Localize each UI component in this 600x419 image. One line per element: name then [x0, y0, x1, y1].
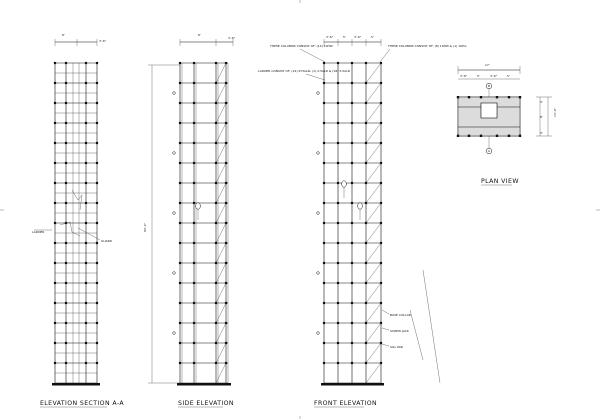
tower-node — [215, 62, 217, 64]
tower-node — [337, 162, 339, 164]
tower-node — [351, 62, 353, 64]
plan-post — [468, 135, 470, 137]
tower-tie-marker — [317, 152, 320, 155]
tower-brace — [216, 303, 226, 323]
tower-node — [323, 162, 325, 164]
tower-node — [351, 362, 353, 364]
plan-ladder-opening — [481, 103, 497, 118]
tower-node — [323, 322, 325, 324]
tower-node — [85, 202, 87, 204]
tower-node — [54, 242, 56, 244]
section-ladder-label: LADDER — [32, 230, 45, 234]
plan-dim-sub-3: 3'-6" — [490, 74, 498, 78]
tower-brace — [366, 143, 381, 163]
tower-node — [351, 342, 353, 344]
tower-node — [65, 82, 67, 84]
tower-node — [323, 342, 325, 344]
tower-node — [337, 122, 339, 124]
tower-node — [54, 102, 56, 104]
tower-node — [215, 82, 217, 84]
tower-brace — [216, 143, 226, 163]
tower-tie-marker — [317, 272, 320, 275]
plan-marker-bottom-label: A — [488, 149, 491, 154]
tower-node — [96, 302, 98, 304]
tower-tie-marker — [173, 152, 176, 155]
side-dim-top-left: 8' — [198, 33, 201, 37]
plan-post — [508, 135, 510, 137]
tower-node — [365, 202, 367, 204]
tower-node — [96, 182, 98, 184]
tower-node — [337, 142, 339, 144]
front-dim-2: 5' — [343, 35, 346, 39]
tower-node — [215, 302, 217, 304]
plan-dim-right-outer: 13'-6" — [553, 107, 557, 117]
tower-node — [85, 342, 87, 344]
tower-node — [85, 182, 87, 184]
tower-node — [351, 122, 353, 124]
tower-node — [65, 62, 67, 64]
tower-node — [351, 242, 353, 244]
tower-node — [365, 242, 367, 244]
tower-node — [65, 182, 67, 184]
tower-node — [179, 102, 181, 104]
tower-node — [54, 182, 56, 184]
plan-dim-right-bottom: 3' — [540, 131, 543, 135]
plan-dim-right-top: 3' — [540, 100, 543, 104]
tower-node — [323, 242, 325, 244]
tower-node — [85, 142, 87, 144]
tower-brace — [216, 163, 226, 183]
tower-node — [365, 342, 367, 344]
tower-base — [52, 383, 100, 386]
tower-node — [337, 322, 339, 324]
section-dim-top-left: 8' — [62, 33, 65, 37]
plan-post — [480, 135, 482, 137]
tower-brace — [216, 283, 226, 303]
tower-node — [323, 102, 325, 104]
tower-brace — [216, 343, 226, 363]
plan-dim-top: 17' — [485, 63, 490, 67]
tower-node — [215, 202, 217, 204]
tower-node — [85, 262, 87, 264]
tower-node — [215, 222, 217, 224]
tower-node — [365, 102, 367, 104]
plan-dim-sub-2: 5' — [477, 74, 480, 78]
tower-node — [215, 182, 217, 184]
tower-node — [365, 62, 367, 64]
tower-node — [179, 262, 181, 264]
tower-node — [365, 322, 367, 324]
tower-node — [337, 362, 339, 364]
tower-node — [323, 222, 325, 224]
tower-node — [65, 362, 67, 364]
front-note-columns-left: THESE COLUMNS CONSIST OF: (13) 10HW — [270, 44, 333, 48]
tower-tie-marker — [173, 272, 176, 275]
tower-brace — [216, 103, 226, 123]
tower-node — [337, 282, 339, 284]
tower-node — [85, 362, 87, 364]
plan-post — [457, 135, 459, 137]
tower-brace — [216, 263, 226, 283]
tower-node — [193, 362, 195, 364]
tower-node — [337, 262, 339, 264]
tower-node — [96, 202, 98, 204]
tower-node — [193, 162, 195, 164]
tower-brace — [366, 343, 381, 363]
tower-node — [54, 222, 56, 224]
plan-dim-sub-1: 3'-6" — [460, 74, 468, 78]
tower-brace — [216, 123, 226, 143]
tower-node — [323, 302, 325, 304]
front-label-base-collar: BASE COLLAR — [390, 313, 411, 317]
tower-node — [193, 62, 195, 64]
tower-node — [54, 142, 56, 144]
tower-brace — [366, 63, 381, 83]
plan-marker-top-label: B — [488, 84, 491, 89]
tower-node — [65, 102, 67, 104]
tower-brace — [216, 363, 226, 383]
tower-node — [323, 202, 325, 204]
tower-node — [85, 122, 87, 124]
tower-node — [215, 322, 217, 324]
plan-post — [468, 96, 470, 98]
tower-node — [65, 322, 67, 324]
tower-brace — [366, 303, 381, 323]
tower-node — [96, 82, 98, 84]
plan-post — [496, 96, 498, 98]
tower-brace — [366, 123, 381, 143]
tower-node — [365, 142, 367, 144]
tower-node — [85, 242, 87, 244]
plan-post — [480, 96, 482, 98]
tower-tie-marker — [317, 332, 320, 335]
tower-node — [54, 262, 56, 264]
tower-node — [193, 322, 195, 324]
tower-node — [365, 162, 367, 164]
tower-node — [337, 302, 339, 304]
tower-node — [179, 202, 181, 204]
front-note-ladder: LADDER CONSIST OF: (14) 6'HGL4L (1) 2-5ALR & (18) 3-5ALR — [258, 69, 350, 73]
front-label-mud-sill: SILL PAD — [390, 345, 404, 349]
section-guard-label: GUARD — [101, 239, 112, 243]
front-elevation-tower — [317, 62, 384, 386]
tower-node — [337, 202, 339, 204]
tower-node — [85, 282, 87, 284]
tower-tie-marker — [317, 212, 320, 215]
tower-node — [54, 82, 56, 84]
tower-node — [215, 242, 217, 244]
tower-node — [179, 162, 181, 164]
tower-brace — [366, 363, 381, 383]
front-dim-1: 3'-6" — [326, 35, 334, 39]
tower-node — [323, 122, 325, 124]
tower-node — [351, 162, 353, 164]
tower-node — [96, 222, 98, 224]
tower-node — [65, 302, 67, 304]
tower-base — [321, 383, 384, 386]
tower-node — [351, 282, 353, 284]
tower-node — [193, 262, 195, 264]
tower-node — [179, 342, 181, 344]
tower-brace — [216, 203, 226, 223]
tower-node — [179, 302, 181, 304]
tower-node — [193, 82, 195, 84]
tower-node — [215, 102, 217, 104]
tower-node — [365, 362, 367, 364]
plan-post — [519, 135, 521, 137]
tower-node — [193, 102, 195, 104]
tower-node — [54, 162, 56, 164]
tower-node — [365, 302, 367, 304]
plan-dim-right-inner: 8' — [540, 115, 543, 119]
tower-node — [337, 222, 339, 224]
tower-node — [65, 202, 67, 204]
tower-node — [96, 162, 98, 164]
front-note-columns-right: THESE COLUMNS CONSIST OF: (8) 10HW & (1) 10HA — [388, 44, 467, 48]
tower-node — [96, 142, 98, 144]
side-elevation-tower — [173, 62, 231, 386]
plan-dim-sub-4: 5' — [507, 74, 510, 78]
tower-brace — [366, 223, 381, 243]
tower-node — [179, 82, 181, 84]
tower-brace — [366, 263, 381, 283]
tower-node — [351, 102, 353, 104]
tower-node — [351, 182, 353, 184]
tower-node — [179, 142, 181, 144]
tower-node — [54, 122, 56, 124]
tower-node — [215, 362, 217, 364]
tower-node — [351, 262, 353, 264]
tower-node — [179, 322, 181, 324]
tower-base — [177, 383, 231, 386]
worker-figure-head — [196, 203, 201, 209]
tower-brace — [366, 103, 381, 123]
tower-node — [351, 322, 353, 324]
tower-node — [351, 142, 353, 144]
tower-tie-marker — [317, 92, 320, 95]
tower-node — [65, 142, 67, 144]
tower-node — [54, 202, 56, 204]
tower-node — [85, 222, 87, 224]
tower-brace — [216, 183, 226, 203]
tower-node — [323, 282, 325, 284]
tower-node — [215, 122, 217, 124]
plan-post — [496, 135, 498, 137]
tower-node — [179, 62, 181, 64]
tower-node — [54, 342, 56, 344]
tower-node — [96, 322, 98, 324]
tower-node — [96, 262, 98, 264]
tower-node — [323, 362, 325, 364]
title-section-a-a: ELEVATION SECTION A-A — [40, 400, 124, 407]
tower-node — [96, 282, 98, 284]
front-label-screw-jack: SCREW JACK — [390, 329, 409, 333]
tower-node — [54, 62, 56, 64]
tower-brace — [366, 243, 381, 263]
tower-node — [323, 82, 325, 84]
tower-node — [337, 102, 339, 104]
tower-node — [351, 302, 353, 304]
tower-node — [193, 302, 195, 304]
tower-node — [65, 342, 67, 344]
tower-node — [85, 102, 87, 104]
side-elevation-annotations — [143, 33, 236, 383]
tower-node — [365, 262, 367, 264]
tower-node — [193, 122, 195, 124]
front-elevation-annotations — [258, 35, 467, 383]
tower-node — [179, 242, 181, 244]
tower-node — [96, 342, 98, 344]
tower-node — [179, 122, 181, 124]
tower-node — [54, 282, 56, 284]
tower-node — [351, 222, 353, 224]
tower-node — [65, 242, 67, 244]
tower-node — [365, 182, 367, 184]
section-a-a-tower — [52, 62, 100, 386]
tower-brace — [366, 283, 381, 303]
tower-brace — [216, 63, 226, 83]
tower-node — [215, 142, 217, 144]
section-a-a-annotations — [32, 33, 113, 243]
tower-node — [193, 142, 195, 144]
plan-post — [508, 96, 510, 98]
tower-node — [96, 242, 98, 244]
tower-node — [65, 162, 67, 164]
front-dim-3: 3'-6" — [354, 35, 362, 39]
tower-node — [179, 222, 181, 224]
tower-node — [193, 282, 195, 284]
worker-figure-head — [342, 181, 347, 187]
tower-node — [179, 362, 181, 364]
tower-node — [193, 222, 195, 224]
tower-node — [337, 242, 339, 244]
title-side-elevation: SIDE ELEVATION — [178, 400, 234, 407]
tower-node — [365, 222, 367, 224]
tower-node — [54, 362, 56, 364]
tower-node — [96, 122, 98, 124]
section-dim-top-right: 3'-6" — [99, 39, 107, 43]
tower-node — [323, 142, 325, 144]
tower-node — [96, 62, 98, 64]
tower-node — [85, 62, 87, 64]
tower-node — [85, 322, 87, 324]
tower-brace — [216, 223, 226, 243]
tower-node — [179, 182, 181, 184]
tower-brace — [366, 203, 381, 223]
front-dim-4: 5' — [371, 35, 374, 39]
tower-brace — [216, 83, 226, 103]
tower-node — [337, 342, 339, 344]
tower-node — [365, 122, 367, 124]
tower-node — [215, 342, 217, 344]
tower-brace — [366, 183, 381, 203]
tower-brace — [366, 83, 381, 103]
tower-node — [85, 162, 87, 164]
tower-node — [351, 82, 353, 84]
tower-node — [351, 202, 353, 204]
tower-tie-marker — [173, 92, 176, 95]
tower-node — [337, 182, 339, 184]
tower-node — [179, 282, 181, 284]
side-dim-height: 94'-2" — [143, 222, 147, 232]
tower-node — [323, 62, 325, 64]
tower-node — [193, 202, 195, 204]
view-titles — [40, 178, 519, 407]
tower-tie-marker — [173, 212, 176, 215]
tower-node — [85, 302, 87, 304]
tower-brace — [366, 163, 381, 183]
title-front-elevation: FRONT ELEVATION — [314, 400, 378, 407]
plan-post — [519, 96, 521, 98]
tower-node — [215, 162, 217, 164]
tower-node — [365, 82, 367, 84]
tower-node — [65, 122, 67, 124]
tower-node — [65, 262, 67, 264]
tower-brace — [366, 323, 381, 343]
worker-figure-head — [358, 203, 363, 209]
tower-node — [85, 82, 87, 84]
tower-brace — [216, 323, 226, 343]
tower-node — [215, 262, 217, 264]
tower-node — [193, 342, 195, 344]
tower-node — [96, 102, 98, 104]
tower-node — [96, 362, 98, 364]
tower-node — [65, 282, 67, 284]
tower-node — [323, 262, 325, 264]
tower-node — [337, 82, 339, 84]
tower-node — [215, 282, 217, 284]
plan-post — [457, 96, 459, 98]
title-plan-view: PLAN VIEW — [481, 178, 519, 185]
tower-brace — [216, 243, 226, 263]
tower-node — [193, 182, 195, 184]
tower-node — [54, 302, 56, 304]
tower-node — [193, 242, 195, 244]
tower-node — [323, 182, 325, 184]
side-dim-top-right: 3'-6" — [228, 36, 236, 40]
tower-node — [337, 62, 339, 64]
tower-node — [365, 282, 367, 284]
tower-tie-marker — [173, 332, 176, 335]
tower-node — [54, 322, 56, 324]
plan-view — [457, 63, 557, 154]
